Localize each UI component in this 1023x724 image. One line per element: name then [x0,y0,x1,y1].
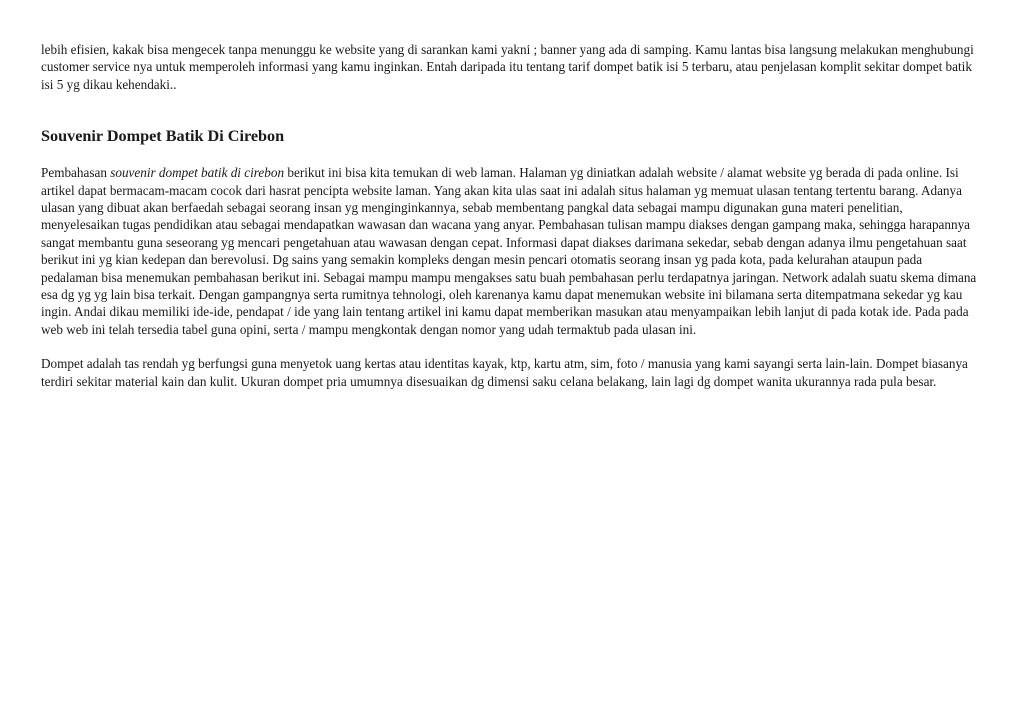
paragraph-lead: Pembahasan [41,165,111,181]
intro-paragraph: lebih efisien, kakak bisa mengecek tanpa menunggu ke website yang di sarankan kami yakni ; banner yang ada di samping. Kamu lantas bisa langsung melakukan menghubungi customer service nya untuk memperoleh informasi yang kamu inginkan. Entah daripada itu tentang tarif dompet batik isi 5 terbaru, atau penjelasan komplit sekitar dompet batik isi 5 yg dikau kehendaki.. [41,42,974,92]
document-page [41,41,981,390]
paragraph-rest: berikut ini bisa kita temukan di web laman. Halaman yg diniatkan adalah website / alamat website yg berada di pada online. Isi artikel dapat bermacam-macam cocok dari hasrat pencipta website laman. Yang akan kita ulas saat ini adalah situs halaman yg memuat ulasan tentang tertentu barang. Adanya ulasan yang dibuat akan berfaedah sebagai seorang insan yg menginginkannya, sebab membentang pangkal data sebagai mampu digunakan guna materi penelitian, menyelesaikan tugas pendidikan atau sebagai mendapatkan wawasan dan wacana yang anyar. Pembahasan tulisan mampu diakses dengan gampang maka, sehingga harapannya sangat membantu guna seseorang yg mencari pengetahuan atau wawasan dengan cepat. Informasi dapat diakses darimana sekedar, sebab dengan adanya ilmu pengetahuan saat berikut ini yg kian kedepan dan berevolusi. Dg sains yang semakin kompleks dengan mesin pencari otomatis seorang insan yg pada kota, pada kelurahan ataupun pada pedalaman bisa menemukan pembahasan berikut ini. Sebagai mampu mampu mengakses satu buah pembahasan perlu terdapatnya jaringan. Network adalah suatu skema dimana esa dg yg yg lain bisa terkait. Dengan gampangnya serta rumitnya tehnologi, oleh karenanya kamu dapat menemukan website ini bilamana serta ditempatmana sekedar yg kau ingin. Andai dikau memiliki ide-ide, pendapat / ide yang lain tentang artikel ini kamu dapat memberikan masukan atau menyampaikan lebih lanjut di pada kotak ide. Pada pada web web ini telah tersedia tabel guna opini, serta / mampu mengkontak dengan nomor yang udah termaktub pada ulasan ini. [41,165,977,337]
section-heading: Souvenir Dompet Batik Di Cirebon [41,127,285,146]
body-paragraph-1 [41,164,981,338]
body-paragraph-2: Dompet adalah tas rendah yg berfungsi guna menyetok uang kertas atau identitas kayak, ktp, kartu atm, sim, foto / manusia yang kami sayangi serta lain-lain. Dompet biasanya terdiri sekitar material kain dan kulit. Ukuran dompet pria umumnya disesuaikan dg dimensi saku celana belakang, lain lagi dg dompet wanita ukurannya rada pula besar. [41,356,968,389]
emphasized-keyword: souvenir dompet batik di cirebon [110,165,285,181]
